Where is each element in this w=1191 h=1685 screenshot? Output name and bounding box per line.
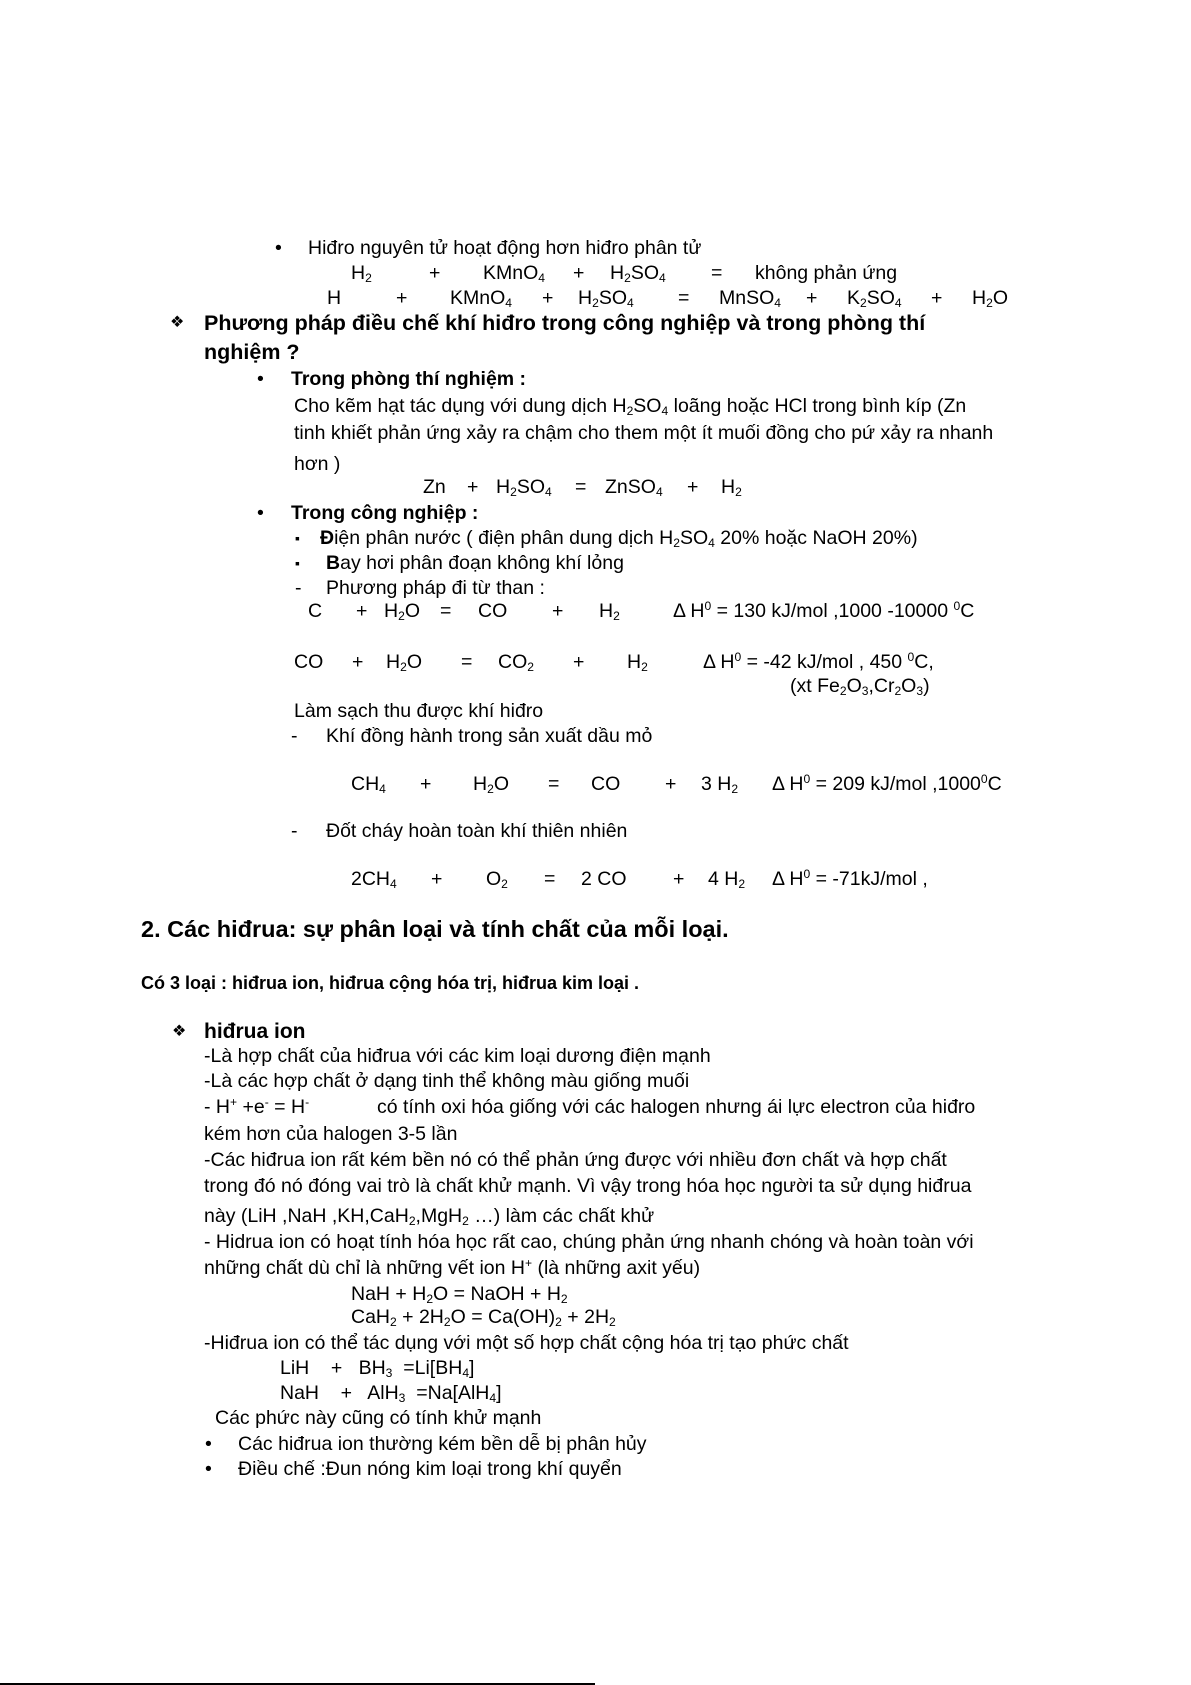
bullet-icon: •	[205, 1433, 212, 1455]
ionic-equation: - H+ +e- = H-	[204, 1094, 310, 1118]
ionic-text: những chất dù chỉ là những vết ion H+ (là những axit yếu)	[204, 1255, 701, 1279]
eq-term: H	[327, 287, 342, 309]
eq-term: $H_2$	[599, 600, 620, 624]
eq-term: $CO_2$	[498, 651, 534, 675]
eq-term: +	[573, 262, 585, 284]
types-line: Có 3 loại : hiđrua ion, hiđrua cộng hóa trị, hiđrua kim loại .	[141, 973, 640, 993]
eq-term: =	[461, 651, 473, 673]
industry-item-natural-gas: Đốt cháy hoàn toàn khí thiên nhiên	[326, 820, 628, 842]
ionic-bullet-text: Các hiđrua ion thường kém bền dễ bị phân hủy	[238, 1433, 647, 1455]
eq-term: Zn	[423, 476, 446, 498]
intro-bullet-text: Hiđro nguyên tử hoạt động hơn hiđro phân tử	[308, 237, 702, 259]
eq-term: 2 CO	[581, 868, 627, 890]
ionic-hydride-title: hiđrua ion	[204, 1020, 306, 1043]
eq-term: CO	[478, 600, 508, 622]
eq-term: CO	[294, 651, 324, 673]
eq-term: $2CH_4$	[351, 868, 397, 892]
bullet-icon: •	[205, 1458, 212, 1480]
ionic-text: -Hiđrua ion có thể tác dụng với một số hợp chất cộng hóa trị tạo phức chất	[204, 1332, 849, 1354]
ionic-text: này (LiH ,NaH ,KH,CaH$_2$,MgH$_2$ …) làm các chất khử	[204, 1205, 655, 1229]
eq-enthalpy: Δ $H^0 = -71kJ/mol$ ,	[772, 866, 928, 890]
ionic-text: trong đó nó đóng vai trò là chất khử mạnh. Vì vậy trong hóa học người ta sử dụng hiđrua	[204, 1175, 972, 1197]
industry-item-air	[326, 551, 624, 575]
eq-term: 3 $H_2$	[701, 773, 739, 797]
industry-item-oil-gas: Khí đồng hành trong sản xuất dầu mỏ	[326, 725, 653, 747]
eq-term: +	[431, 868, 443, 890]
lab-text: Cho kẽm hạt tác dụng với dung dịch $H_2SO_4$ loãng hoặc HCl trong bình kíp (Zn	[294, 395, 967, 419]
ionic-text: -Là các hợp chất ở dạng tinh thể không màu giống muối	[204, 1070, 690, 1092]
method-heading-cont: nghiệm ?	[204, 340, 300, 364]
eq-term: $H_2O$	[972, 287, 1008, 311]
eq-enthalpy: Δ $H^0 = -42$ kJ/mol , 450 $^0$C,	[703, 649, 934, 673]
lab-title: Trong phòng thí nghiệm :	[291, 368, 527, 390]
square-dash-icon: ▪	[295, 555, 300, 571]
equation-nah-alh3: NaH + AlH$_3$ =Na[AlH$_4$]	[280, 1382, 502, 1406]
diamond-bullet-icon: ❖	[172, 1023, 187, 1040]
eq-term: +	[420, 773, 432, 795]
item-rest: iện phân nước ( điện phân dung dịch $H_2SO_4$ 20% hoặc NaOH 20%)	[334, 527, 918, 551]
equation-cah2-h2o: $CaH_2 + 2H_2O = Ca(OH)_2 + 2H_2$	[351, 1306, 616, 1330]
eq-term: không phản ứng	[755, 262, 898, 284]
eq-term: +	[552, 600, 564, 622]
eq-term: CO	[591, 773, 621, 795]
purify-text: Làm sạch thu được khí hiđro	[294, 700, 544, 722]
eq-term: ZnSO$_4$	[605, 476, 663, 500]
eq-term: +	[429, 262, 441, 284]
eq-term: $O_2$	[486, 868, 508, 892]
eq-term: KMnO$_4$	[483, 262, 545, 286]
eq-term: KMnO$_4$	[450, 287, 512, 311]
eq-term: $H_2SO_4$	[610, 262, 666, 286]
eq-term: +	[467, 476, 479, 498]
item-rest: ay hơi phân đoạn không khí lỏng	[340, 552, 624, 574]
eq-term: $H_2$	[627, 651, 648, 675]
eq-term: =	[711, 262, 723, 284]
eq-term: +	[673, 868, 685, 890]
industry-item-electrolysis	[320, 526, 918, 550]
eq-term: =	[678, 287, 690, 309]
dash-icon: -	[295, 577, 302, 599]
eq-enthalpy: Δ $H^0 = 209$ kJ/mol ,1000$^0$C	[772, 771, 1002, 795]
ionic-text: kém hơn của halogen 3-5 lần	[204, 1123, 458, 1145]
dash-icon: -	[291, 725, 298, 747]
eq-term: =	[575, 476, 587, 498]
eq-term: +	[931, 287, 943, 309]
eq-term: +	[806, 287, 818, 309]
catalyst-note: (xt $Fe_2O_3,Cr_2O_3$)	[790, 675, 930, 699]
eq-term: +	[542, 287, 554, 309]
eq-term: $H_2SO_4$	[496, 476, 552, 500]
ionic-text: -Các hiđrua ion rất kém bền nó có thể phản ứng được với nhiều đơn chất và hợp chất	[204, 1149, 947, 1171]
lab-text: tinh khiết phản ứng xảy ra chậm cho them một ít muối đồng cho pứ xảy ra nhanh	[294, 422, 994, 444]
industry-item-coal: Phương pháp đi từ than :	[326, 577, 545, 599]
equation-lih-bh3: LiH + $BH_3 =Li[BH_4]$	[280, 1357, 475, 1381]
eq-term: $H_2$	[721, 476, 742, 500]
item-first-letter: B	[326, 552, 341, 574]
lab-text: hơn )	[294, 453, 341, 475]
eq-term: +	[352, 651, 364, 673]
eq-term: $H_2O$	[473, 773, 509, 797]
item-first-letter: Đ	[320, 527, 335, 549]
equation-nah-h2o: NaH + $H_2O$ = NaOH + $H_2$	[351, 1283, 568, 1307]
bullet-icon: •	[275, 237, 282, 259]
ionic-text: -Là hợp chất của hiđrua với các kim loại dương điện mạnh	[204, 1045, 711, 1067]
eq-term: =	[544, 868, 556, 890]
eq-term: $H_2$	[351, 262, 372, 286]
eq-term: +	[665, 773, 677, 795]
eq-term: C	[308, 600, 323, 622]
ionic-text: - Hidrua ion có hoạt tính hóa học rất cao, chúng phản ứng nhanh chóng và hoàn toàn với	[204, 1231, 974, 1253]
bullet-icon: •	[257, 502, 264, 524]
eq-term: =	[548, 773, 560, 795]
method-heading: Phương pháp điều chế khí hiđro trong công nghiệp và trong phòng thí	[204, 311, 926, 335]
dash-icon: -	[291, 820, 298, 842]
eq-term: +	[356, 600, 368, 622]
eq-term: $H_2SO_4$	[578, 287, 634, 311]
ionic-bullet-text: Điều chế :Đun nóng kim loại trong khí quyển	[238, 1458, 622, 1480]
ionic-text: Các phức này cũng có tính khử mạnh	[215, 1407, 542, 1429]
section-title: 2. Các hiđrua: sự phân loại và tính chất của mỗi loại.	[141, 916, 729, 942]
bullet-icon: •	[257, 368, 264, 390]
diamond-bullet-icon: ❖	[170, 314, 185, 331]
eq-term: +	[573, 651, 585, 673]
eq-term: =	[440, 600, 452, 622]
square-dash-icon: ▪	[295, 530, 300, 546]
eq-enthalpy: Δ $H^0 = 130$ kJ/mol ,1000 -10000 $^0$C	[673, 598, 975, 622]
eq-term: +	[687, 476, 699, 498]
industry-title: Trong công nghiệp :	[291, 502, 479, 524]
eq-term: $K_2SO_4$	[847, 287, 902, 311]
ionic-text: có tính oxi hóa giống với các halogen nhưng ái lực electron của hiđro	[377, 1096, 976, 1118]
eq-term: $H_2O$	[386, 651, 422, 675]
eq-term: +	[396, 287, 408, 309]
eq-term: $CH_4$	[351, 773, 386, 797]
eq-term: 4 $H_2$	[708, 868, 746, 892]
eq-term: $H_2O$	[384, 600, 420, 624]
eq-term: MnSO$_4$	[719, 287, 781, 311]
